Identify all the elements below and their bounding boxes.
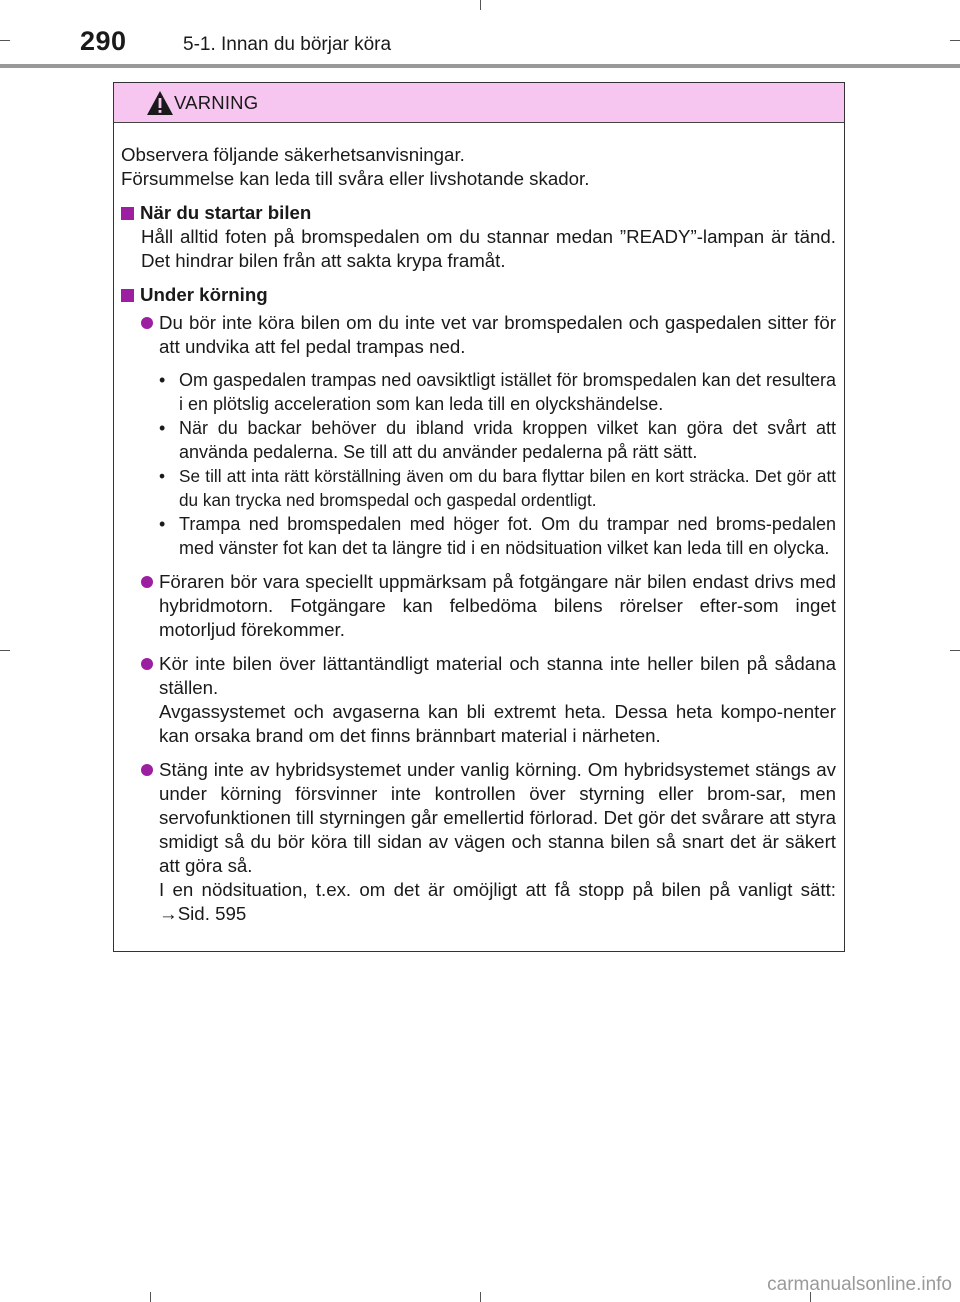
arrow-icon: → xyxy=(159,903,178,924)
circle-bullet-icon xyxy=(141,576,153,588)
paragraph: Avgassystemet och avgaserna kan bli extremt heta. Dessa heta kompo-nenter kan orsaka brand om det finns brännbart material i närheten. xyxy=(159,701,836,746)
section-driving xyxy=(121,283,836,926)
paragraph: I en nödsituation, t.ex. om det är omöjligt att få stopp på bilen på vanligt sätt: →Sid. 595 xyxy=(159,879,836,924)
list-item: Föraren bör vara speciellt uppmärksam på fotgängare när bilen endast drivs med hybridmotorn. Fotgängare kan felbedöma bilens rörelser efter-som inget motorljud förekommer. xyxy=(121,570,836,642)
warning-box xyxy=(113,82,845,952)
square-bullet-icon xyxy=(121,207,134,220)
sub-list xyxy=(121,368,836,560)
circle-bullet-icon xyxy=(141,658,153,670)
section-heading: Under körning xyxy=(121,283,836,307)
list-item xyxy=(121,758,836,926)
list-item xyxy=(121,652,836,748)
dot-marker: • xyxy=(159,514,166,534)
sub-list-item: • Om gaspedalen trampas ned oavsiktligt istället för bromspedalen kan det resultera i en plötslig acceleration som kan leda till en olyckshändelse. xyxy=(159,370,836,414)
intro-line: Försummelse kan leda till svåra eller livshotande skador. xyxy=(121,168,590,189)
sub-list-item: • Se till att inta rätt körställning även om du bara flyttar bilen en kort sträcka. Det gör att du kan trycka ned bromspedal och gaspedal ordentligt. xyxy=(159,466,836,510)
crop-mark xyxy=(950,650,960,651)
page-reference[interactable]: Sid. 595 xyxy=(177,903,247,924)
dot-marker: • xyxy=(159,418,166,438)
section-heading: När du startar bilen xyxy=(121,201,836,225)
section-text: Håll alltid foten på bromspedalen om du stannar medan ”READY”-lampan är tänd. Det hindrar bilen från att sakta krypa framåt. xyxy=(141,226,836,271)
list-item: Du bör inte köra bilen om du inte vet var bromspedalen och gaspedalen sitter för att undvika att fel pedal trampas ned. xyxy=(121,311,836,359)
crop-mark xyxy=(480,0,481,10)
crop-mark xyxy=(0,40,10,41)
crop-mark xyxy=(150,1292,151,1302)
section-starting xyxy=(121,201,836,273)
paragraph: Stäng inte av hybridsystemet under vanlig körning. Om hybridsystemet stängs av under körning försvinner inte kontrollen över styrning eller brom-sar, men servofunktionen till styrningen går emellertid förlorad. Det gör det svårare att styra smidigt så du bör köra till sidan av vägen och stanna bilen så snart det är säkert att göra så. xyxy=(159,759,836,876)
crop-mark xyxy=(480,1292,481,1302)
crop-mark xyxy=(950,40,960,41)
square-bullet-icon xyxy=(121,289,134,302)
intro-line: Observera följande säkerhetsanvisningar. xyxy=(121,144,465,165)
section-title: 5-1. Innan du börjar köra xyxy=(183,34,392,55)
dot-marker: • xyxy=(159,370,166,390)
header-rule xyxy=(0,64,960,68)
circle-bullet-icon xyxy=(141,764,153,776)
warning-title: VARNING xyxy=(174,92,259,113)
dot-marker: • xyxy=(159,466,166,486)
page-number: 290 xyxy=(80,26,127,56)
warning-header xyxy=(114,83,844,123)
sub-list-item: • Trampa ned bromspedalen med höger fot. Om du trampar ned broms-pedalen med vänster fot kan det ta längre tid i en nödsituation vilket kan leda till en olycka. xyxy=(159,514,836,558)
intro xyxy=(121,143,836,191)
warning-body xyxy=(114,123,844,926)
watermark: carmanualsonline.info xyxy=(767,1274,952,1295)
paragraph: Kör inte bilen över lättantändligt material och stanna inte heller bilen på sådana ställen. xyxy=(159,653,836,698)
circle-bullet-icon xyxy=(141,317,153,329)
sub-list-item: • När du backar behöver du ibland vrida kroppen vilket kan göra det svårt att använda pedalerna. Se till att du använder pedalerna på rätt sätt. xyxy=(159,418,836,462)
warning-triangle-icon xyxy=(146,90,174,116)
crop-mark xyxy=(0,650,10,651)
